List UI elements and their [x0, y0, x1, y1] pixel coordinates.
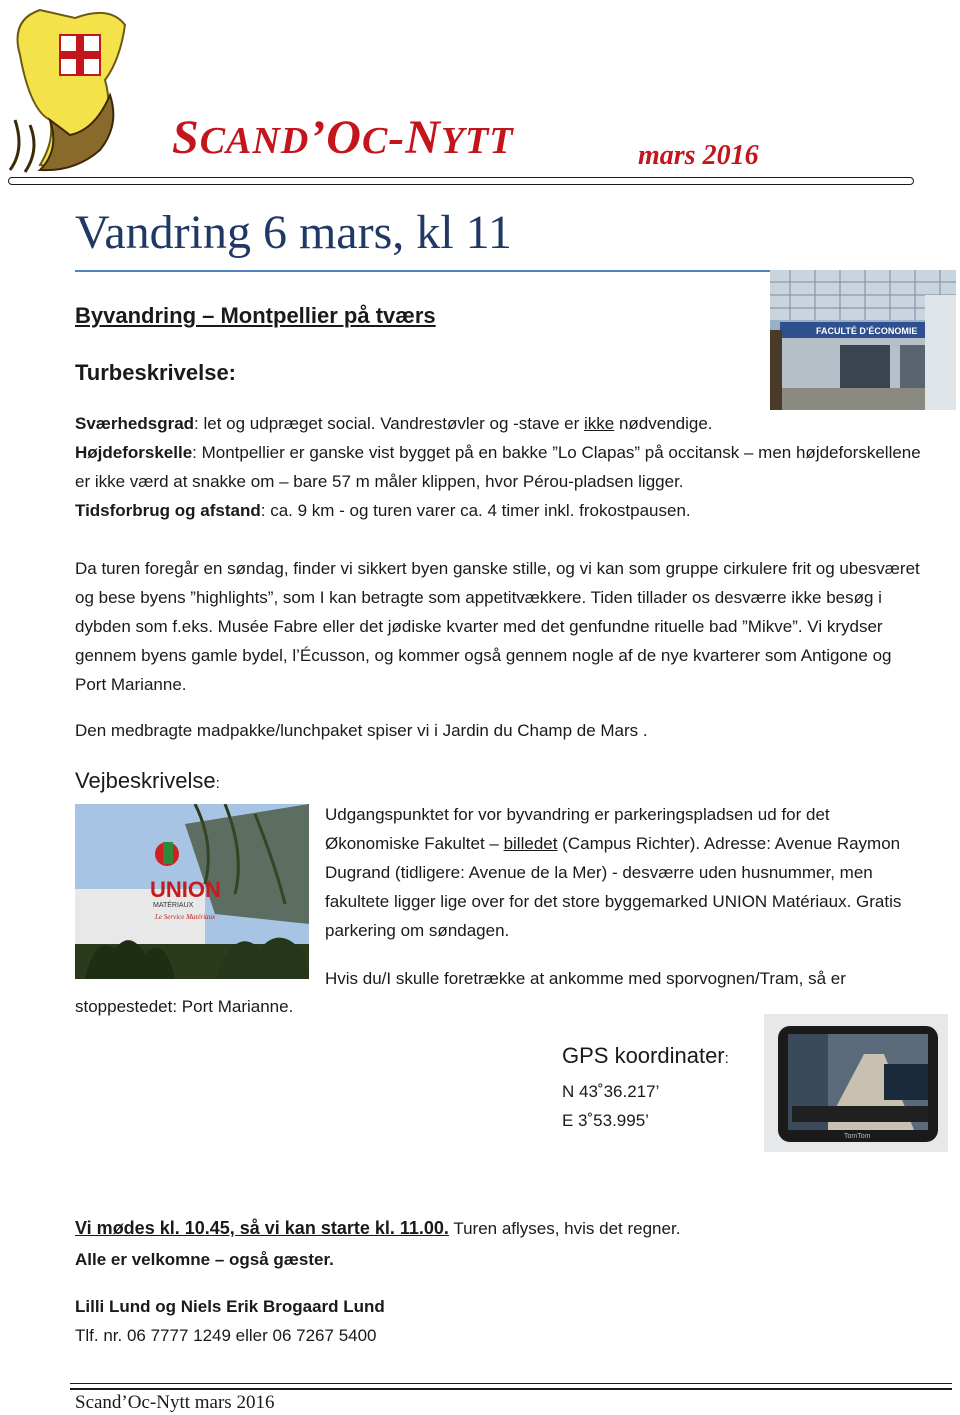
title-rule [75, 270, 775, 272]
tram-text-line-1: Hvis du/I skulle foretrække at ankomme med sporvognen/Tram, så er [325, 969, 846, 988]
time-distance-line: Tidsforbrug og afstand: ca. 9 km - og turen varer ca. 4 timer inkl. frokostpausen. [75, 501, 691, 520]
union-sub-text: MATÉRIAUX [153, 902, 194, 909]
gps-heading: GPS koordinater: [562, 1043, 729, 1068]
issue-date: mars 2016 [638, 140, 759, 171]
contact-phone: Tlf. nr. 06 7777 1249 eller 06 7267 5400 [75, 1326, 377, 1345]
faculty-sign-text: FACULTÉ D’ÉCONOMIE [816, 326, 918, 336]
header-rule [8, 177, 914, 185]
masthead: SCAND’OC-NYTT [172, 111, 514, 164]
contact-names: Lilli Lund og Niels Erik Brogaard Lund [75, 1297, 385, 1316]
occitan-cross-icon [60, 35, 100, 75]
union-tag-text: Le Service Matériaux [155, 913, 216, 921]
tour-heading: Turbeskrivelse: [75, 360, 237, 385]
photo-link[interactable]: billedet [503, 834, 558, 853]
faculty-photo [770, 270, 956, 410]
logo [0, 0, 140, 178]
route-description: Udgangspunktet for vor byvandring er parkeringspladsen ud for det Økonomiske Fakultet – billedet (Campus Richter). Adresse: Avenue Raymon Dugrand (tidligere: Avenue de la Mer) - desværre uden husnummer, men fakultete ligger lige over for det store byggemarked UNION Matériaux. Gratis parkering om søndagen. [325, 805, 902, 940]
lunch-paragraph: Den medbragte madpakke/lunchpaket spiser vi i Jardin du Champ de Mars . [75, 721, 648, 740]
sunday-paragraph: Da turen foregår en søndag, finder vi sikkert byen ganske stille, og vi kan som gruppe cirkulere frit og ubesværet og bese byens ”highlights”, som I kan betragte som appetitvækkere. Tiden tillader os desværre ikke besøg i dybden som f.eks. Musée Fabre eller det jødiske kvarter med det genfundne rituelle bad ”Mikve”. Vi krydser gennem byens gamle bydel, l’Écusson, og kommer også gennem nogle af de nye kvarterer som Antigone og Port Marianne. [75, 559, 920, 694]
elevation-text: Højdeforskelle: Montpellier er ganske vist bygget på en bakke ”Lo Clapas” på occitansk – men højdeforskellene er ikke værd at snakke om – bare 57 m måler klippen, hvor Pérou-pladsen ligger. [75, 443, 921, 491]
union-materiaux-photo [75, 804, 309, 979]
gps-east: E 3˚53.995’ [562, 1111, 649, 1130]
union-sign-text: UNION [150, 877, 221, 902]
gps-brand-text: TomTom [844, 1133, 871, 1140]
page-title: Vandring 6 mars, kl 11 [75, 206, 512, 259]
subtitle: Byvandring – Montpellier på tværs [75, 303, 436, 328]
route-heading: Vejbeskrivelse: [75, 768, 220, 793]
footer-text: Scand’Oc-Nytt mars 2016 [75, 1392, 275, 1413]
tram-text-line-2: stoppestedet: Port Marianne. [75, 997, 294, 1016]
gps-device-photo [764, 1014, 948, 1152]
meeting-info: Vi mødes kl. 10.45, så vi kan starte kl. 11.00. Turen aflyses, hvis det regner. [75, 1218, 681, 1238]
welcome-line: Alle er velkomne – også gæster. [75, 1250, 334, 1269]
difficulty-line: Sværhedsgrad: let og udpræget social. Vandrestøvler og -stave er ikke nødvendige. [75, 414, 713, 433]
gps-north: N 43˚36.217’ [562, 1082, 660, 1101]
tour-details [75, 409, 935, 525]
footer-rule [70, 1383, 952, 1390]
